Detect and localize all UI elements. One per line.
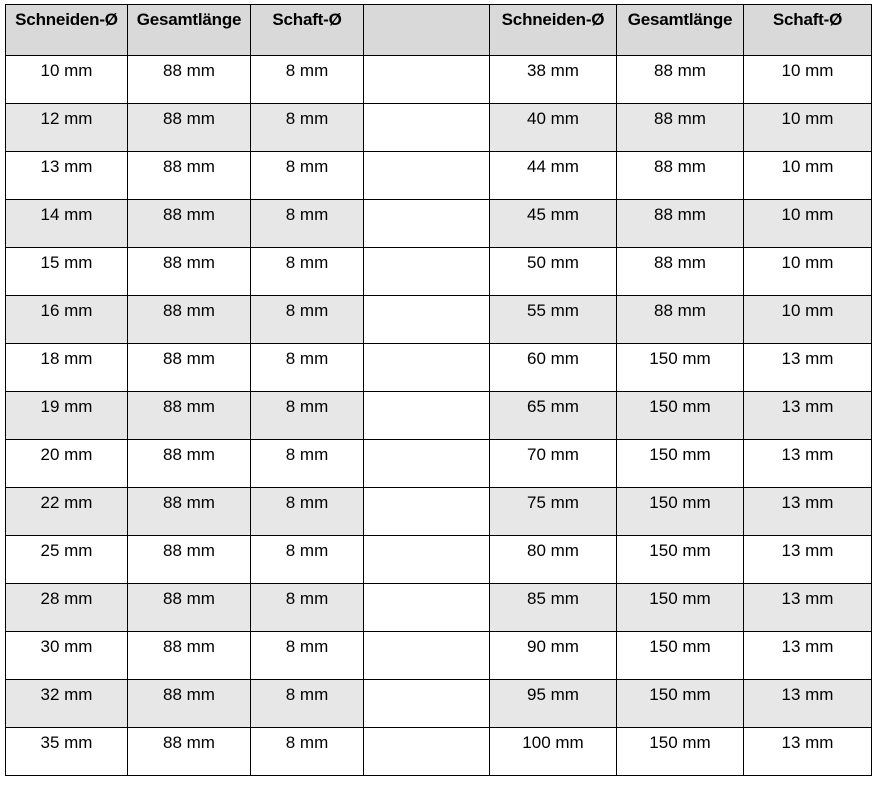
cutting-diameter-cell: 19 mm bbox=[6, 392, 128, 440]
header-spacer bbox=[364, 5, 490, 56]
spacer-cell bbox=[364, 632, 490, 680]
table-row bbox=[6, 248, 872, 296]
total-length-cell: 88 mm bbox=[617, 152, 744, 200]
cutting-diameter-cell: 20 mm bbox=[6, 440, 128, 488]
cutting-diameter-cell: 70 mm bbox=[490, 440, 617, 488]
shank-diameter-cell: 13 mm bbox=[744, 344, 872, 392]
shank-diameter-cell: 8 mm bbox=[251, 296, 364, 344]
cutting-diameter-cell: 35 mm bbox=[6, 728, 128, 776]
shank-diameter-cell: 8 mm bbox=[251, 248, 364, 296]
table-row bbox=[6, 536, 872, 584]
total-length-cell: 88 mm bbox=[128, 200, 251, 248]
cutting-diameter-cell: 15 mm bbox=[6, 248, 128, 296]
total-length-cell: 150 mm bbox=[617, 344, 744, 392]
spacer-cell bbox=[364, 488, 490, 536]
shank-diameter-cell: 10 mm bbox=[744, 56, 872, 104]
cutting-diameter-cell: 18 mm bbox=[6, 344, 128, 392]
shank-diameter-cell: 10 mm bbox=[744, 248, 872, 296]
cutting-diameter-cell: 45 mm bbox=[490, 200, 617, 248]
spacer-cell bbox=[364, 680, 490, 728]
header-cutting-diameter-left: Schneiden-Ø bbox=[6, 5, 128, 56]
spacer-cell bbox=[364, 728, 490, 776]
total-length-cell: 88 mm bbox=[128, 56, 251, 104]
table-row bbox=[6, 104, 872, 152]
cutting-diameter-cell: 13 mm bbox=[6, 152, 128, 200]
shank-diameter-cell: 13 mm bbox=[744, 632, 872, 680]
header-total-length-left: Gesamtlänge bbox=[128, 5, 251, 56]
cutting-diameter-cell: 75 mm bbox=[490, 488, 617, 536]
total-length-cell: 88 mm bbox=[128, 104, 251, 152]
header-shank-diameter-right: Schaft-Ø bbox=[744, 5, 872, 56]
shank-diameter-cell: 8 mm bbox=[251, 344, 364, 392]
header-cutting-diameter-right: Schneiden-Ø bbox=[490, 5, 617, 56]
cutting-diameter-cell: 80 mm bbox=[490, 536, 617, 584]
spacer-cell bbox=[364, 584, 490, 632]
spec-table bbox=[5, 4, 872, 776]
total-length-cell: 150 mm bbox=[617, 728, 744, 776]
cutting-diameter-cell: 50 mm bbox=[490, 248, 617, 296]
spacer-cell bbox=[364, 200, 490, 248]
shank-diameter-cell: 8 mm bbox=[251, 488, 364, 536]
cutting-diameter-cell: 55 mm bbox=[490, 296, 617, 344]
shank-diameter-cell: 8 mm bbox=[251, 584, 364, 632]
total-length-cell: 88 mm bbox=[128, 248, 251, 296]
shank-diameter-cell: 8 mm bbox=[251, 152, 364, 200]
shank-diameter-cell: 13 mm bbox=[744, 440, 872, 488]
cutting-diameter-cell: 12 mm bbox=[6, 104, 128, 152]
header-shank-diameter-left: Schaft-Ø bbox=[251, 5, 364, 56]
spacer-cell bbox=[364, 440, 490, 488]
total-length-cell: 88 mm bbox=[128, 632, 251, 680]
cutting-diameter-cell: 22 mm bbox=[6, 488, 128, 536]
total-length-cell: 88 mm bbox=[128, 296, 251, 344]
total-length-cell: 150 mm bbox=[617, 680, 744, 728]
shank-diameter-cell: 13 mm bbox=[744, 584, 872, 632]
total-length-cell: 88 mm bbox=[128, 584, 251, 632]
cutting-diameter-cell: 65 mm bbox=[490, 392, 617, 440]
shank-diameter-cell: 8 mm bbox=[251, 536, 364, 584]
cutting-diameter-cell: 30 mm bbox=[6, 632, 128, 680]
total-length-cell: 88 mm bbox=[617, 104, 744, 152]
shank-diameter-cell: 10 mm bbox=[744, 200, 872, 248]
total-length-cell: 88 mm bbox=[617, 200, 744, 248]
total-length-cell: 150 mm bbox=[617, 488, 744, 536]
cutting-diameter-cell: 32 mm bbox=[6, 680, 128, 728]
total-length-cell: 88 mm bbox=[128, 536, 251, 584]
shank-diameter-cell: 13 mm bbox=[744, 536, 872, 584]
total-length-cell: 88 mm bbox=[128, 440, 251, 488]
cutting-diameter-cell: 16 mm bbox=[6, 296, 128, 344]
cutting-diameter-cell: 25 mm bbox=[6, 536, 128, 584]
total-length-cell: 88 mm bbox=[128, 680, 251, 728]
table-body bbox=[6, 56, 872, 776]
shank-diameter-cell: 10 mm bbox=[744, 104, 872, 152]
spacer-cell bbox=[364, 392, 490, 440]
cutting-diameter-cell: 38 mm bbox=[490, 56, 617, 104]
table-row bbox=[6, 200, 872, 248]
shank-diameter-cell: 8 mm bbox=[251, 200, 364, 248]
table-row bbox=[6, 296, 872, 344]
table-row bbox=[6, 584, 872, 632]
shank-diameter-cell: 8 mm bbox=[251, 680, 364, 728]
spacer-cell bbox=[364, 536, 490, 584]
total-length-cell: 88 mm bbox=[128, 392, 251, 440]
shank-diameter-cell: 13 mm bbox=[744, 728, 872, 776]
total-length-cell: 88 mm bbox=[617, 248, 744, 296]
cutting-diameter-cell: 14 mm bbox=[6, 200, 128, 248]
cutting-diameter-cell: 90 mm bbox=[490, 632, 617, 680]
total-length-cell: 150 mm bbox=[617, 536, 744, 584]
shank-diameter-cell: 8 mm bbox=[251, 440, 364, 488]
total-length-cell: 88 mm bbox=[128, 728, 251, 776]
spacer-cell bbox=[364, 152, 490, 200]
cutting-diameter-cell: 44 mm bbox=[490, 152, 617, 200]
shank-diameter-cell: 8 mm bbox=[251, 392, 364, 440]
spacer-cell bbox=[364, 56, 490, 104]
shank-diameter-cell: 13 mm bbox=[744, 488, 872, 536]
total-length-cell: 88 mm bbox=[128, 488, 251, 536]
shank-diameter-cell: 13 mm bbox=[744, 392, 872, 440]
cutting-diameter-cell: 95 mm bbox=[490, 680, 617, 728]
table-row bbox=[6, 344, 872, 392]
table-header-row bbox=[6, 5, 872, 56]
total-length-cell: 88 mm bbox=[617, 56, 744, 104]
table-row bbox=[6, 392, 872, 440]
table-row bbox=[6, 680, 872, 728]
cutting-diameter-cell: 85 mm bbox=[490, 584, 617, 632]
shank-diameter-cell: 10 mm bbox=[744, 152, 872, 200]
cutting-diameter-cell: 100 mm bbox=[490, 728, 617, 776]
total-length-cell: 150 mm bbox=[617, 632, 744, 680]
shank-diameter-cell: 13 mm bbox=[744, 680, 872, 728]
cutting-diameter-cell: 28 mm bbox=[6, 584, 128, 632]
shank-diameter-cell: 8 mm bbox=[251, 632, 364, 680]
cutting-diameter-cell: 60 mm bbox=[490, 344, 617, 392]
table-row bbox=[6, 488, 872, 536]
table-row bbox=[6, 56, 872, 104]
total-length-cell: 150 mm bbox=[617, 440, 744, 488]
spacer-cell bbox=[364, 248, 490, 296]
shank-diameter-cell: 8 mm bbox=[251, 728, 364, 776]
total-length-cell: 88 mm bbox=[617, 296, 744, 344]
shank-diameter-cell: 8 mm bbox=[251, 56, 364, 104]
header-total-length-right: Gesamtlänge bbox=[617, 5, 744, 56]
shank-diameter-cell: 8 mm bbox=[251, 104, 364, 152]
cutting-diameter-cell: 40 mm bbox=[490, 104, 617, 152]
cutting-diameter-cell: 10 mm bbox=[6, 56, 128, 104]
total-length-cell: 88 mm bbox=[128, 344, 251, 392]
spacer-cell bbox=[364, 296, 490, 344]
table-row bbox=[6, 440, 872, 488]
total-length-cell: 150 mm bbox=[617, 584, 744, 632]
spacer-cell bbox=[364, 344, 490, 392]
table-row bbox=[6, 728, 872, 776]
table-row bbox=[6, 632, 872, 680]
shank-diameter-cell: 10 mm bbox=[744, 296, 872, 344]
total-length-cell: 150 mm bbox=[617, 392, 744, 440]
spacer-cell bbox=[364, 104, 490, 152]
table-row bbox=[6, 152, 872, 200]
total-length-cell: 88 mm bbox=[128, 152, 251, 200]
